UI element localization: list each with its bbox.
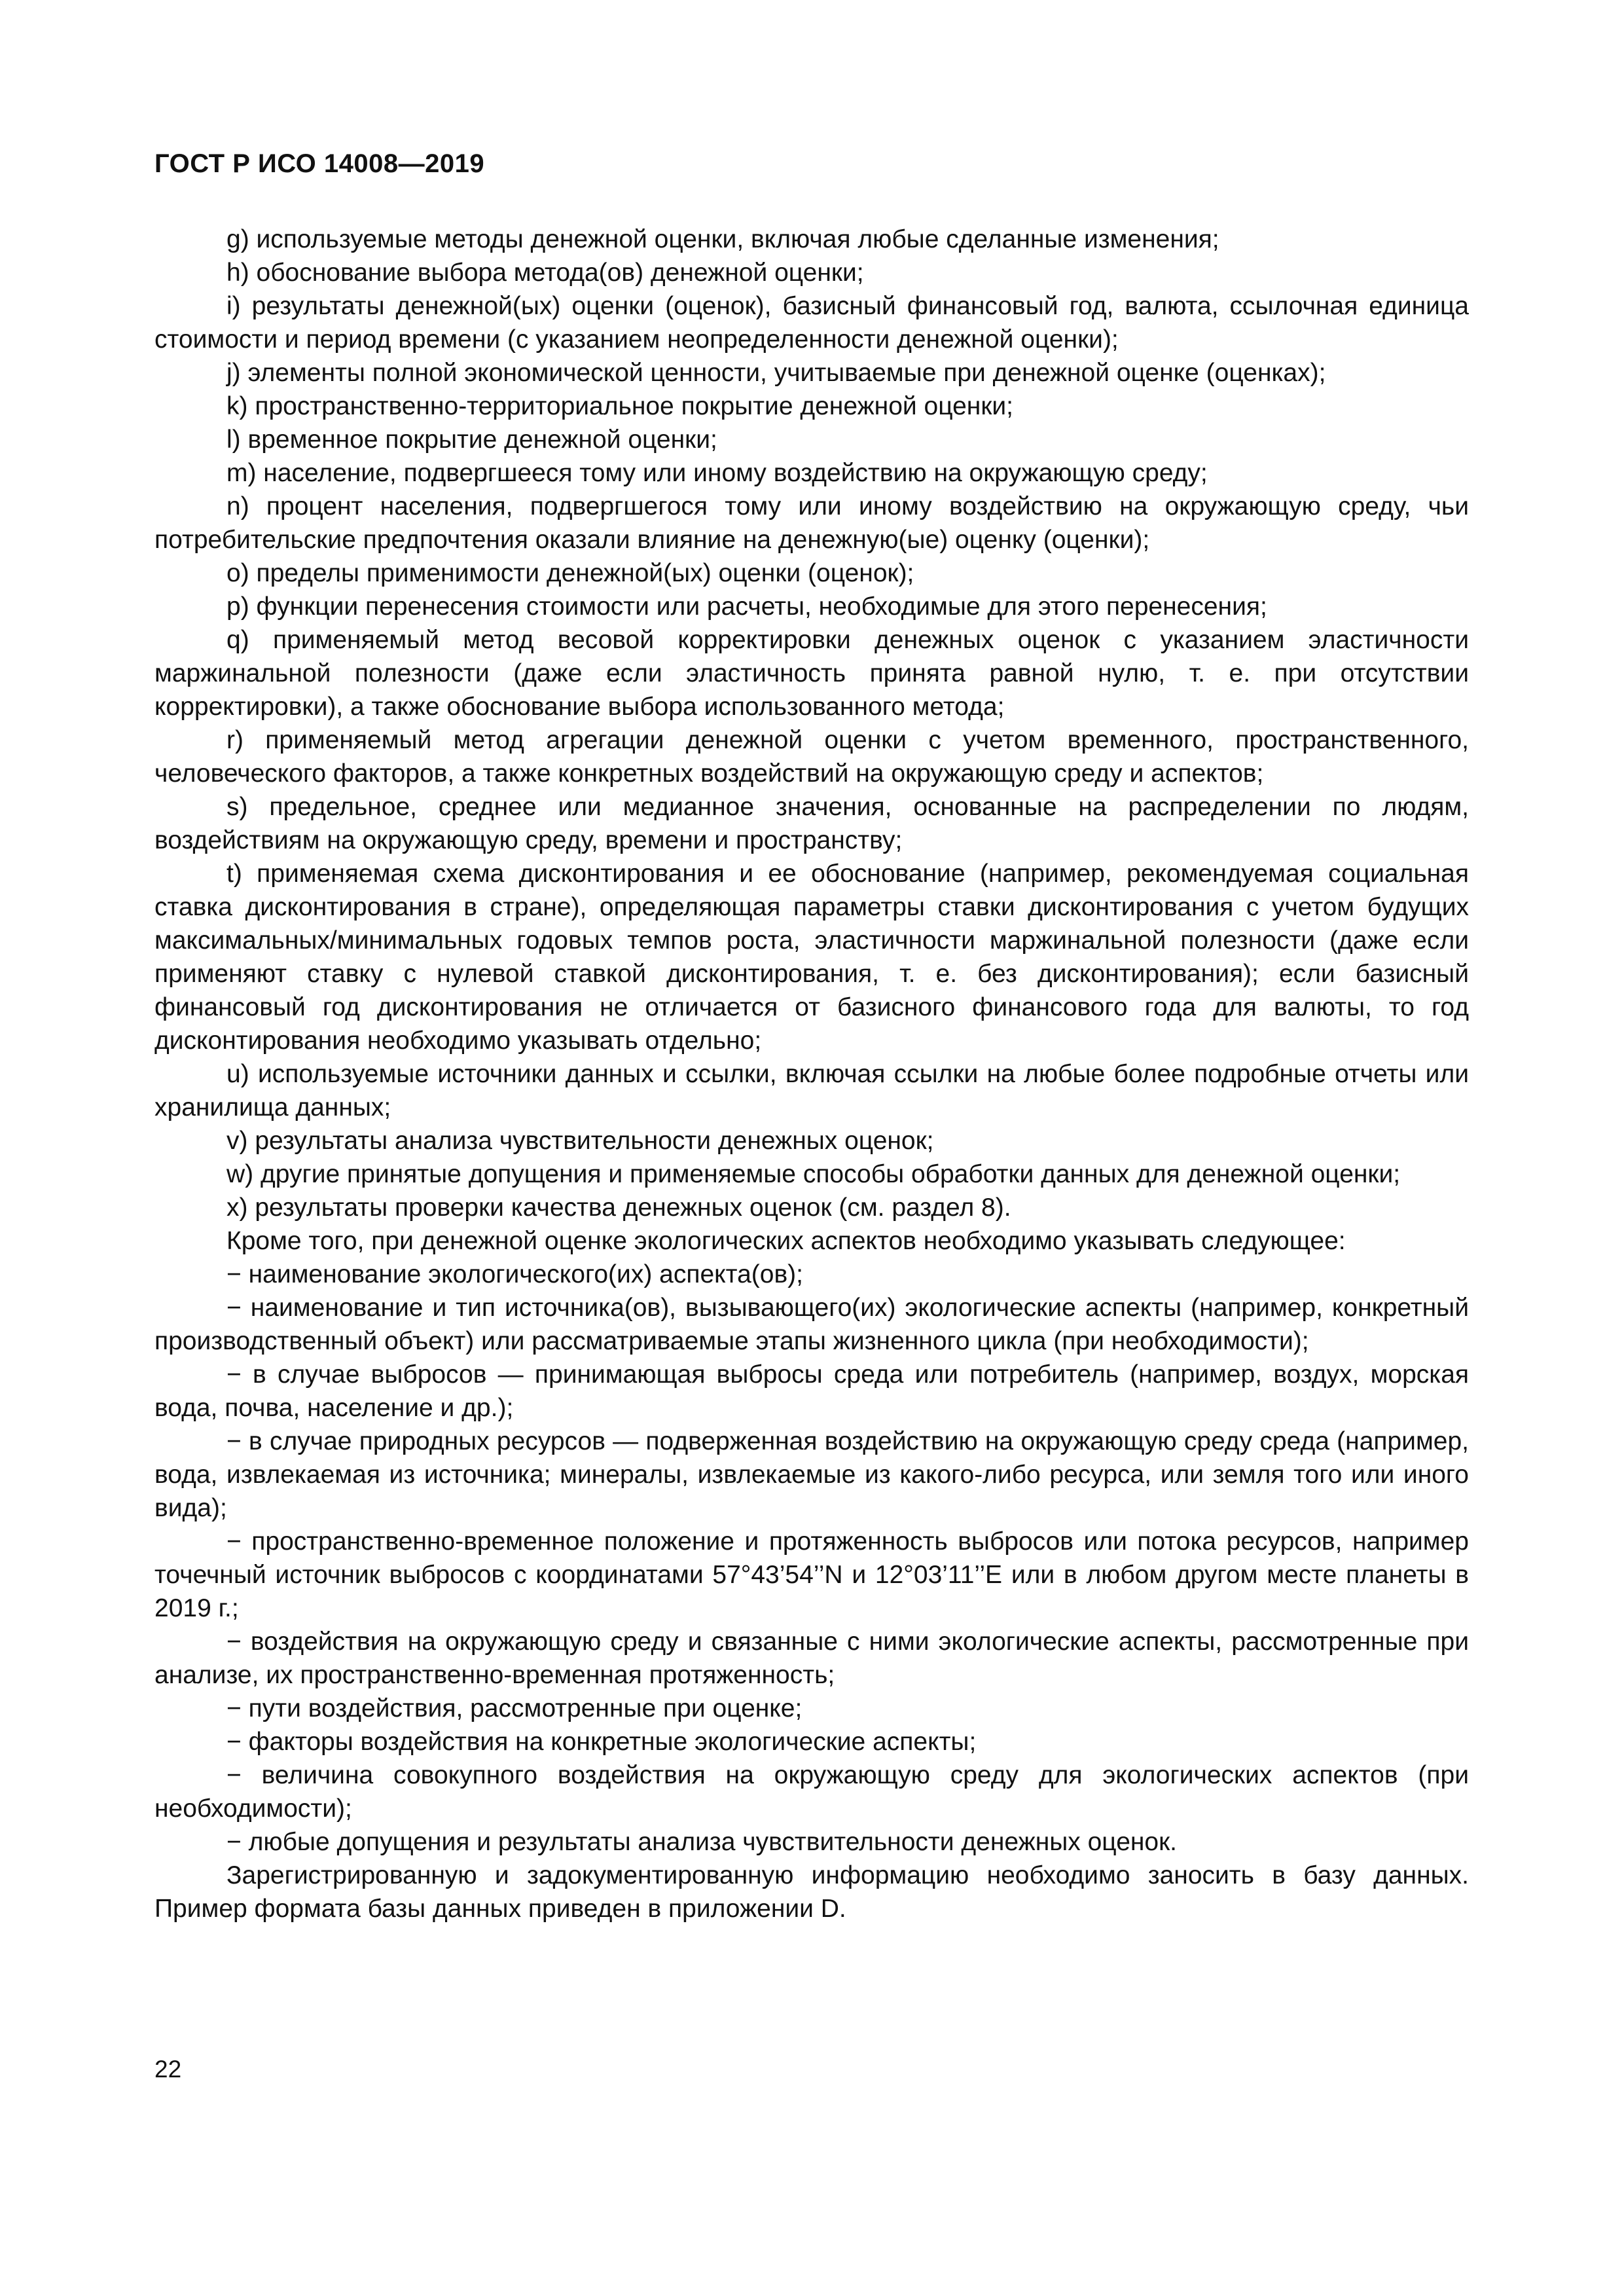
- list-item-h: h) обоснование выбора метода(ов) денежной оценки;: [226, 259, 864, 287]
- intro-paragraph: Кроме того, при денежной оценке экологических аспектов необходимо указывать следующее:: [226, 1227, 1346, 1255]
- closing-paragraph: Зарегистрированную и задокументированную информацию необходимо заносить в базу данных. Пример формата базы данных приведен в приложении D.: [154, 1861, 1469, 1923]
- dash-item: − любые допущения и результаты анализа чувствительности денежных оценок.: [226, 1828, 1178, 1856]
- dash-item: − величина совокупного воздействия на окружающую среду для экологических аспектов (при необходимости);: [154, 1761, 1469, 1823]
- list-item-v: v) результаты анализа чувствительности денежных оценок;: [226, 1127, 934, 1155]
- list-item-s: s) предельное, среднее или медианное значения, основанные на распределении по людям, воздействиям на окружающую среду, времени и пространству;: [154, 793, 1469, 854]
- dash-item: − пространственно-временное положение и протяженность выбросов или потока ресурсов, например точечный источник выбросов с координатами 57°43’54’’N и 12°03’11’’E или в любом другом месте планеты в 2019 г.;: [154, 1527, 1469, 1622]
- list-item-l: l) временное покрытие денежной оценки;: [226, 426, 717, 454]
- list-item-m: m) население, подвергшееся тому или иному воздействию на окружающую среду;: [226, 459, 1208, 487]
- list-item-u: u) используемые источники данных и ссылки, включая ссылки на любые более подробные отчеты или хранилища данных;: [154, 1060, 1469, 1121]
- page-number: 22: [154, 2056, 182, 2083]
- list-item-x: x) результаты проверки качества денежных оценок (см. раздел 8).: [226, 1194, 1011, 1222]
- dash-item: − пути воздействия, рассмотренные при оценке;: [226, 1694, 803, 1722]
- dash-item: − воздействия на окружающую среду и связанные с ними экологические аспекты, рассмотренные при анализе, их пространственно-временная протяженность;: [154, 1628, 1469, 1689]
- dash-item: − в случае выбросов — принимающая выбросы среда или потребитель (например, воздух, морская вода, почва, население и др.);: [154, 1360, 1469, 1422]
- dash-item: − факторы воздействия на конкретные экологические аспекты;: [226, 1728, 977, 1756]
- list-item-q: q) применяемый метод весовой корректировки денежных оценок с указанием эластичности маржинальной полезности (даже если эластичность принята равной нулю, т. е. при отсутствии корректировки), а также обоснование выбора использованного метода;: [154, 626, 1469, 721]
- list-item-o: o) пределы применимости денежной(ых) оценки (оценок);: [226, 559, 914, 587]
- document-header: ГОСТ Р ИСО 14008—2019: [154, 149, 485, 178]
- list-item-g: g) используемые методы денежной оценки, включая любые сделанные изменения;: [226, 225, 1219, 253]
- dash-item: − наименование и тип источника(ов), вызывающего(их) экологические аспекты (например, конкретный производственный объект) или рассматриваемые этапы жизненного цикла (при необходимости);: [154, 1294, 1469, 1355]
- list-item-j: j) элементы полной экономической ценности, учитываемые при денежной оценке (оценках);: [226, 359, 1326, 387]
- list-item-p: p) функции перенесения стоимости или расчеты, необходимые для этого перенесения;: [226, 592, 1267, 621]
- dash-item: − наименование экологического(их) аспекта(ов);: [226, 1260, 803, 1288]
- document-body: [154, 223, 1469, 1925]
- dash-item: − в случае природных ресурсов — подверженная воздействию на окружающую среду среда (например, вода, извлекаемая из источника; минералы, извлекаемые из какого-либо ресурса, или земля того или иного вида);: [154, 1427, 1469, 1522]
- list-item-w: w) другие принятые допущения и применяемые способы обработки данных для денежной оценки;: [226, 1160, 1401, 1188]
- list-item-n: n) процент населения, подвергшегося тому или иному воздействию на окружающую среду, чьи потребительские предпочтения оказали влияние на денежную(ые) оценку (оценки);: [154, 492, 1469, 554]
- list-item-r: r) применяемый метод агрегации денежной оценки с учетом временного, пространственного, человеческого факторов, а также конкретных воздействий на окружающую среду и аспектов;: [154, 726, 1469, 788]
- list-item-t: t) применяемая схема дисконтирования и ее обоснование (например, рекомендуемая социальная ставка дисконтирования в стране), определяющая параметры ставки дисконтирования с учетом будущих максимальных/минимальных годовых темпов роста, эластичности маржинальной полезности (даже если применяют ставку с нулевой ставкой дисконтирования, т. е. без дисконтирования); если базисный финансовый год дисконтирования не отличается от базисного финансового года для валюты, то год дисконтирования необходимо указывать отдельно;: [154, 860, 1469, 1055]
- list-item-k: k) пространственно-территориальное покрытие денежной оценки;: [226, 392, 1014, 420]
- list-item-i: i) результаты денежной(ых) оценки (оценок), базисный финансовый год, валюта, ссылочная единица стоимости и период времени (с указанием неопределенности денежной оценки);: [154, 292, 1469, 354]
